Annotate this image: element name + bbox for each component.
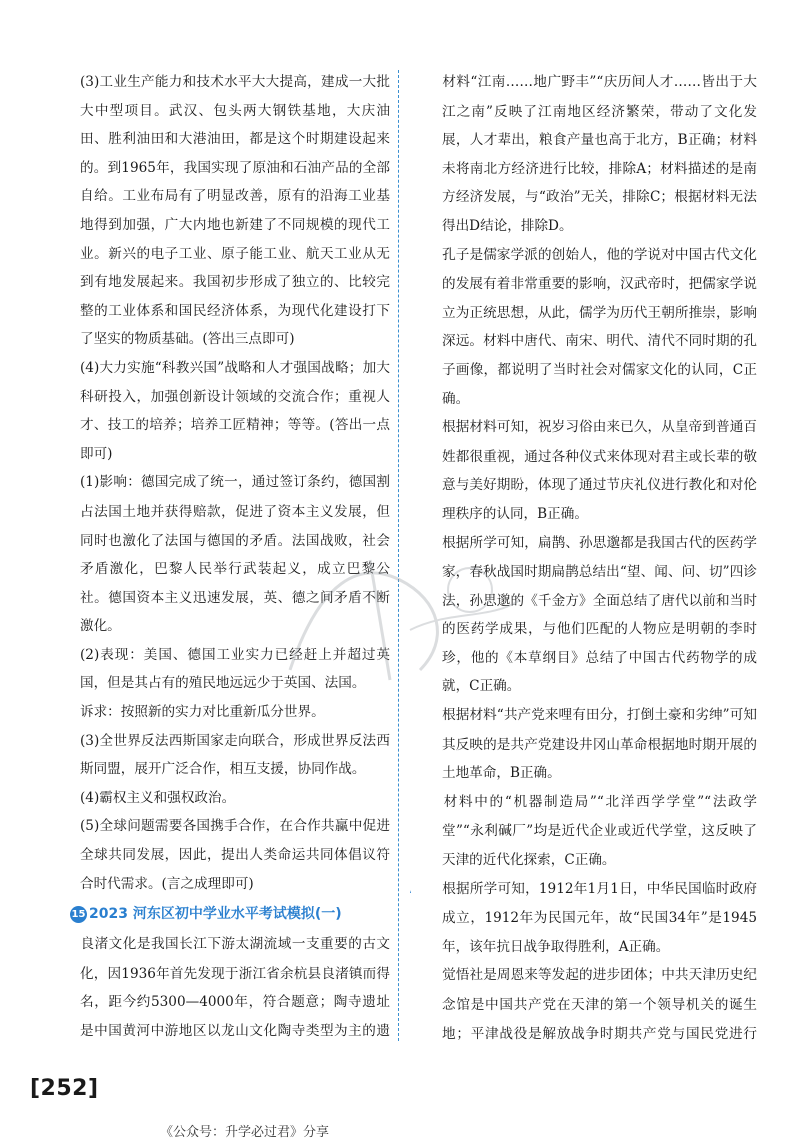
answer-5: [410, 241, 757, 414]
answer-10-text: 根据所学可知，1912年1月1日，中华民国临时政府成立，1912年为民国元年，故“民国34年”是1945年，该年抗日战争取得胜利，A正确。: [442, 880, 757, 955]
left-column: [48, 68, 390, 1046]
answer-10-number: [410, 876, 442, 905]
right-column: [410, 68, 757, 1046]
answer-8-number: [410, 702, 442, 731]
answer-8: [410, 701, 757, 788]
q27-part4: (4)大力实施“科教兴国”战略和人才强国战略；加大科研投入，加强创新设计领域的交流合作；重视人才、技工的培养；培养工匠精神；等等。(答出一点即可): [80, 359, 390, 462]
answer-4: [410, 68, 757, 241]
answer-5-number: [410, 242, 442, 271]
answer-9-text: 材料中的“机器制造局”“北洋西学学堂”“法政学堂”“永利碱厂”均是近代企业或近代学堂，这反映了天津的近代化探索，C正确。: [442, 793, 757, 869]
page-number: [252]: [30, 1076, 99, 1101]
answer-11-text: 觉悟社是周恩来等发起的进步团体；中共天津历史纪念馆是中国共产党在天津的第一个领导机关的诞生地；平津战役是解放战争时期共产党与国民党进行: [442, 967, 757, 1042]
answer-7-text: 根据所学可知，扁鹊、孙思邈都是我国古代的医药学家，春秋战国时期扁鹊总结出“望、闻、问、切”四诊法，孙思邈的《千金方》全面总结了唐代以前和当时的医药学成果，与他们匹配的人物应是明朝的李时珍，他的《本草纲目》总结了中国古代药物学的成就，C正确。: [442, 534, 757, 695]
answer-6-text: 根据材料可知，祝岁习俗由来已久，从皇帝到普通百姓都很重视，通过各种仪式来体现对君主或长辈的敬意与美好期盼，体现了通过节庆礼仪进行教化和对伦理秩序的认同，B正确。: [442, 419, 757, 522]
answer-11: [410, 961, 757, 1046]
answer-9-number: [410, 789, 442, 818]
section-number-badge: 15: [70, 906, 87, 923]
answer-4-text: 材料“江南……地广野丰”“庆历间人才……皆出于大江之南”反映了江南地区经济繁荣，带动了文化发展，人才辈出，粮食产量也高于北方，B正确；材料未将南北方经济进行比较，排除A；材料描述的是南方经济发展，与“政治”无关，排除C；根据材料无法得出D结论，排除D。: [442, 74, 757, 234]
section-heading: [70, 900, 390, 928]
q28-part2b: 诉求：按照新的实力对比重新瓜分世界。: [80, 704, 325, 721]
answer-1-number: [48, 931, 80, 960]
footer-credit: 《公众号：升学必过君》分享: [160, 1125, 330, 1140]
q28-part2a: (2)表现：美国、德国工业实力已经赶上并超过英国，但是其占有的殖民地远远少于英国、法国。: [80, 646, 390, 692]
answer-1: [48, 930, 390, 1046]
answer-4-number: [410, 69, 442, 98]
answer-11-number: [410, 962, 442, 991]
answer-6: [410, 413, 757, 528]
answer-8-text: 根据材料“共产党来哩有田分，打倒土豪和劣绅”可知其反映的是共产党建设井冈山革命根据地时期开展的土地革命，B正确。: [442, 707, 757, 782]
q28-part3: (3)全世界反法西斯国家走向联合，形成世界反法西斯同盟，展开广泛合作，相互支援，协同作战。: [80, 732, 390, 778]
q28-part5: (5)全球问题需要各国携手合作，在合作共赢中促进全球共同发展，因此，提出人类命运共同体倡议符合时代需求。(言之成理即可): [80, 818, 390, 892]
section-title: 2023 河东区初中学业水平考试模拟(一): [89, 906, 342, 923]
q27-part3: (3)工业生产能力和技术水平大大提高，建成一大批大中型项目。武汉、包头两大钢铁基地，大庆油田、胜利油田和大港油田，都是这个时期建设起来的。到1965年，我国实现了原油和石油产品的全部自给。工业布局有了明显改善，原有的沿海工业基地得到加强，广大内地也新建了不同规模的现代工业。新兴的电子工业、原子能工业、航天工业从无到有地发展起来。我国初步形成了独立的、比较完整的工业体系和国民经济体系，为现代化建设打下了坚实的物质基础。(答出三点即可): [80, 74, 390, 348]
q28-number: [48, 469, 80, 498]
answer-6-number: [410, 414, 442, 443]
answer-5-text: 孔子是儒家学派的创始人，他的学说对中国古代文化的发展有着非常重要的影响，汉武帝时，把儒家学说立为正统思想，从此，儒学为历代王朝所推崇，影响深远。材料中唐代、南宋、明代、清代不同时期的孔子画像，都说明了当时社会对儒家文化的认同，C正确。: [442, 246, 757, 407]
answer-10: [410, 875, 757, 962]
answer-7: [410, 529, 757, 702]
answer-7-number: [410, 530, 442, 559]
q28-part4: (4)霸权主义和强权政治。: [80, 789, 236, 806]
q28-part1: [48, 468, 390, 641]
column-divider: [398, 70, 399, 1041]
q28-part1-text: (1)影响：德国完成了统一，通过签订条约，德国割占法国土地并获得赔款，促进了资本主义发展，但同时也激化了法国与德国的矛盾。法国战败，社会矛盾激化，巴黎人民举行武装起义，成立巴黎公社。德国资本主义迅速发展，英、德之间矛盾不断激化。: [80, 474, 390, 635]
answer-9: [410, 788, 757, 875]
answer-1-text: 良渚文化是我国长江下游太湖流域一支重要的古文化，因1936年首先发现于浙江省余杭县良渚镇而得名，距今约5300—4000年，符合题意；陶寺遗址是中国黄河中游地区以龙山文化陶寺类型为主的遗: [80, 936, 390, 1039]
